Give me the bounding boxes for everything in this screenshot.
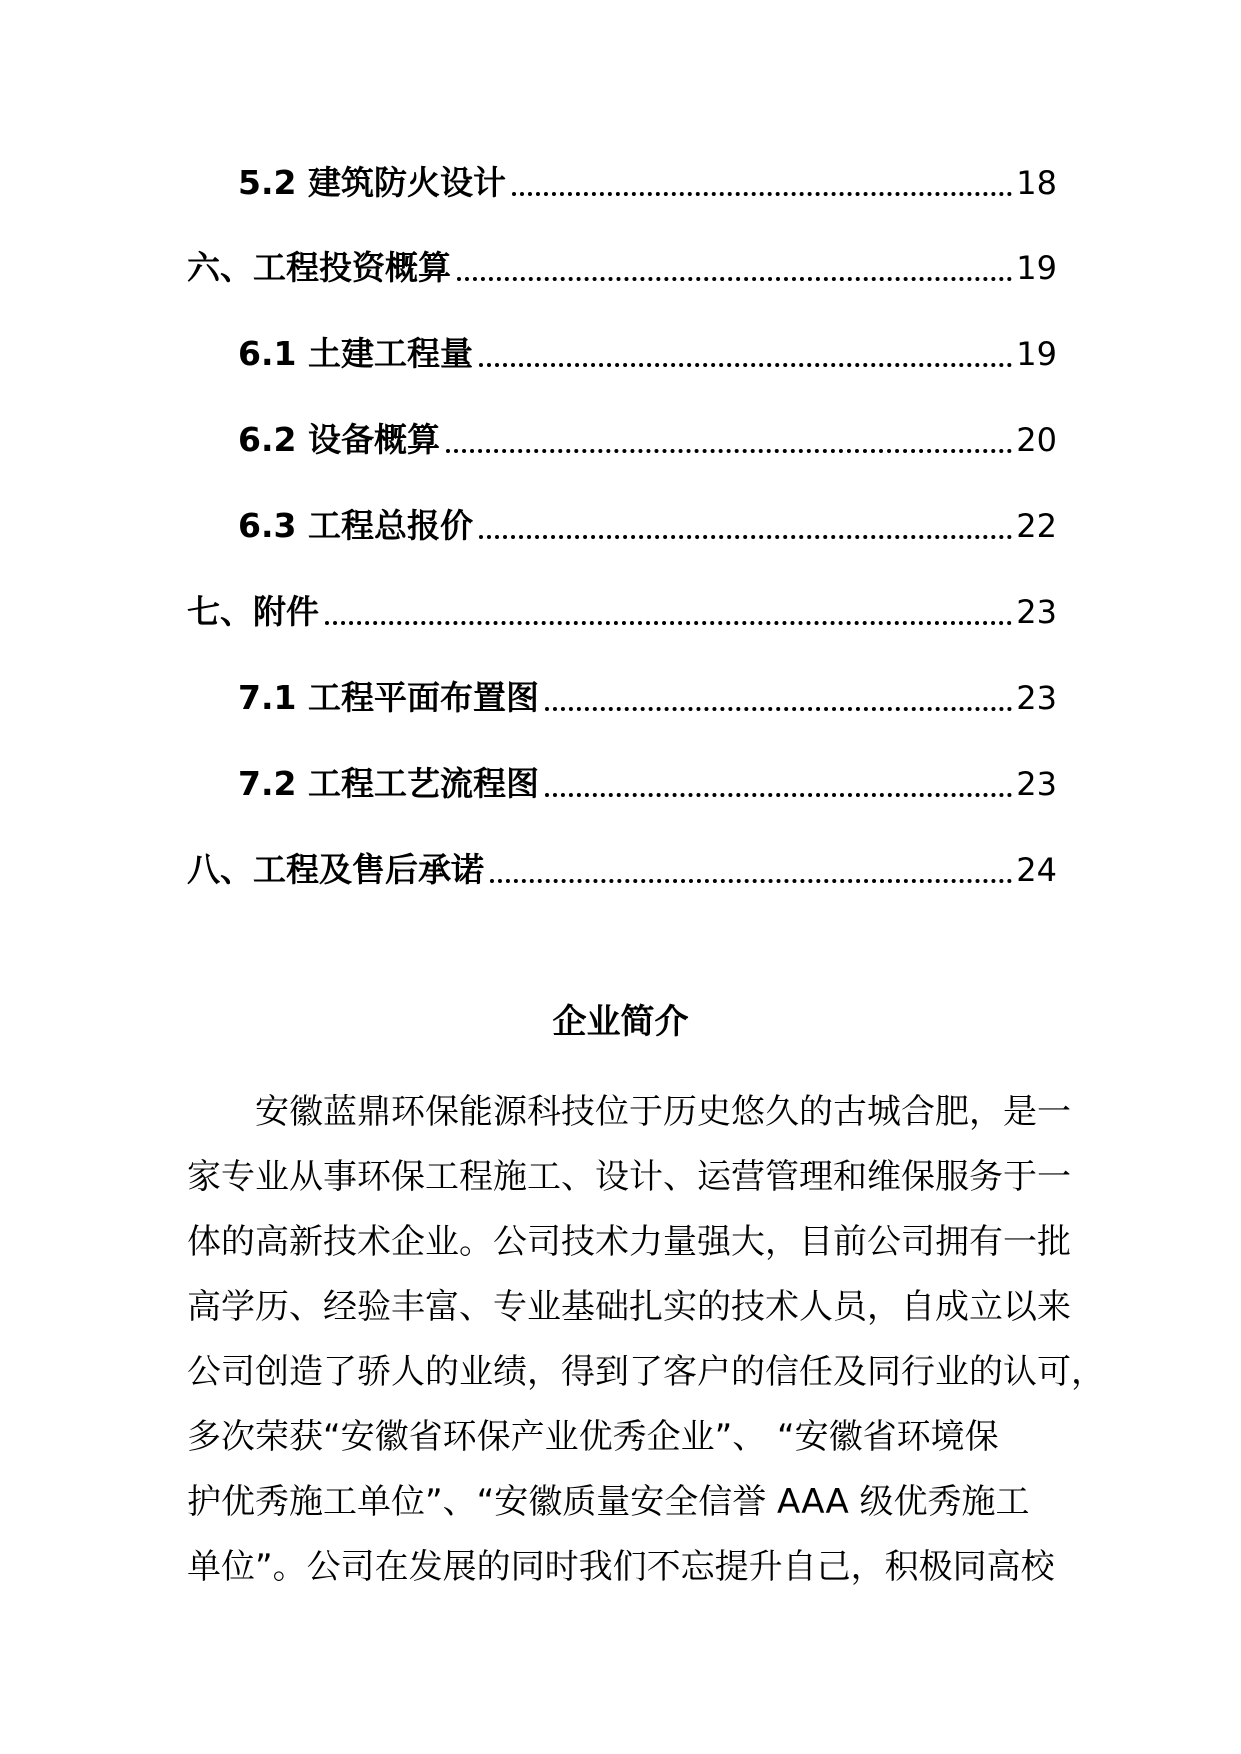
toc-entry-title: 6.2 设备概算: [238, 420, 440, 459]
toc-dot-leader: [545, 793, 1012, 797]
toc-entry-page: 19: [1016, 249, 1057, 287]
toc-entry[interactable]: [238, 161, 1057, 205]
toc-entry-page: 19: [1016, 335, 1057, 373]
toc-entry-page: 24: [1016, 851, 1057, 889]
paragraph-line: 安徽蓝鼎环保能源科技位于历史悠久的古城合肥，是一: [255, 1092, 1071, 1132]
toc-dot-leader: [325, 621, 1012, 625]
paragraph-line: 体的高新技术企业。公司技术力量强大，目前公司拥有一批: [187, 1222, 1071, 1262]
toc-entry-title: 七、附件: [187, 592, 319, 631]
toc-entry[interactable]: [238, 418, 1057, 462]
toc-entry-page: 23: [1016, 593, 1057, 631]
toc-entry-title: 7.2 工程工艺流程图: [238, 764, 539, 803]
toc-dot-leader: [457, 277, 1012, 281]
toc-entry-page: 23: [1016, 765, 1057, 803]
toc-entry-title: 6.3 工程总报价: [238, 506, 473, 545]
paragraph-line: 高学历、经验丰富、专业基础扎实的技术人员，自成立以来: [187, 1287, 1071, 1327]
toc-entry[interactable]: [238, 332, 1057, 376]
paragraph-line: 公司创造了骄人的业绩，得到了客户的信任及同行业的认可，: [187, 1352, 1105, 1392]
company-intro-paragraph: [187, 1080, 1105, 1600]
toc-entry-page: 22: [1016, 507, 1057, 545]
paragraph-line: 多次荣获“安徽省环保产业优秀企业”、 “安徽省环境保: [187, 1417, 999, 1457]
toc-entry-page: 18: [1016, 164, 1057, 202]
paragraph-line: 单位”。公司在发展的同时我们不忘提升自己，积极同高校: [187, 1547, 1055, 1587]
toc-entry-title: 7.1 工程平面布置图: [238, 678, 539, 717]
toc-dot-leader: [490, 879, 1012, 883]
toc-dot-leader: [479, 363, 1012, 367]
toc-entry-title: 5.2 建筑防火设计: [238, 163, 506, 202]
section-heading: 企业简介: [552, 1002, 689, 1042]
paragraph-line: 家专业从事环保工程施工、设计、运营管理和维保服务于一: [187, 1157, 1071, 1197]
toc-entry[interactable]: [238, 504, 1057, 548]
toc-entry-title: 六、工程投资概算: [187, 248, 451, 287]
toc-dot-leader: [545, 707, 1012, 711]
toc-entry-page: 20: [1016, 421, 1057, 459]
toc-entry[interactable]: [187, 246, 1057, 290]
toc-dot-leader: [446, 449, 1012, 453]
toc-entry[interactable]: [187, 848, 1057, 892]
toc-entry-title: 6.1 土建工程量: [238, 334, 473, 373]
toc-dot-leader: [512, 192, 1012, 196]
toc-dot-leader: [479, 535, 1012, 539]
toc-entry[interactable]: [238, 676, 1057, 720]
toc-entry[interactable]: [238, 762, 1057, 806]
toc-entry-title: 八、工程及售后承诺: [187, 850, 484, 889]
toc-entry-page: 23: [1016, 679, 1057, 717]
toc-entry[interactable]: [187, 590, 1057, 634]
paragraph-line: 护优秀施工单位”、“安徽质量安全信誉 AAA 级优秀施工: [187, 1482, 1030, 1522]
